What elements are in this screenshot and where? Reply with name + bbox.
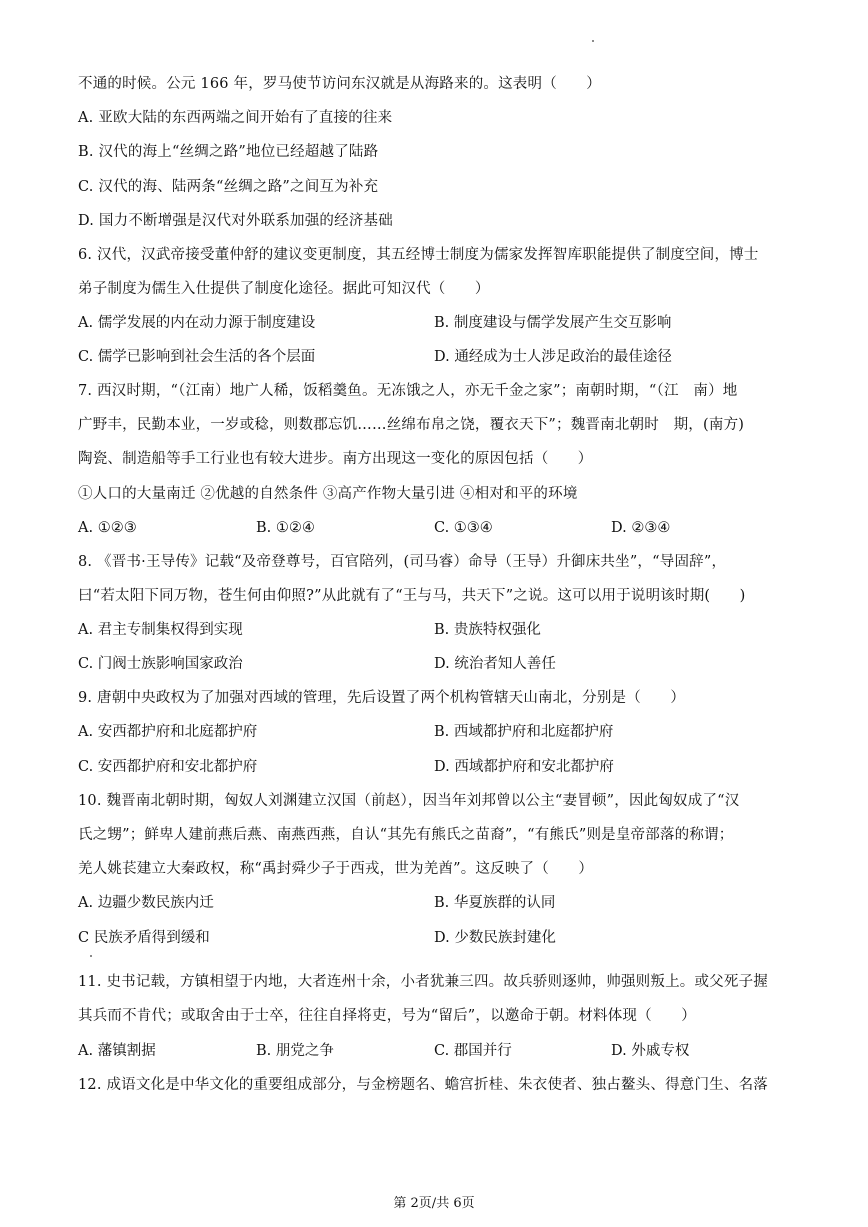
q6-option-a: A. 儒学发展的内在动力源于制度建设: [78, 315, 316, 331]
q5-option-c: C. 汉代的海、陆两条“丝绸之路”之间互为补充: [78, 179, 379, 195]
q7-stem-line2: 广野丰，民勤本业，一岁或稔，则数郡忘饥……丝绵布帛之饶，覆衣天下”；魏晋南北朝时 期，(南方): [78, 417, 745, 433]
q8-option-a: A. 君主专制集权得到实现: [78, 622, 243, 638]
q8-stem-line2: 曰“若太阳下同万物，苍生何由仰照?”从此就有了“王与马，共天下”之说。这可以用于说明该时期( ): [78, 588, 746, 604]
q8-option-b: B. 贵族特权强化: [434, 622, 541, 638]
q7-stem-line1: 7. 西汉时期，“（江南）地广人稀，饭稻羹鱼。无冻饿之人，亦无千金之家”；南朝时期，“（江 南）地: [78, 383, 738, 399]
q5-option-a: A. 亚欧大陆的东西两端之间开始有了直接的往来: [78, 110, 393, 126]
q10-option-c: C 民族矛盾得到缓和: [78, 930, 210, 946]
q10-stem-line2: 氏之甥”；鲜卑人建前燕后燕、南燕西燕，自认“其先有熊氏之苗裔”，“有熊氏”则是皇帝部落的称谓；: [78, 827, 734, 843]
page-number: 第 2页/共 6页: [393, 1196, 475, 1211]
q7-items: ①人口的大量南迁 ②优越的自然条件 ③高产作物大量引进 ④相对和平的环境: [78, 486, 578, 502]
q10-stem-line1: 10. 魏晋南北朝时期，匈奴人刘渊建立汉国（前赵），因当年刘邦曾以公主“妻冒顿”，因此匈奴成了“汉: [78, 793, 740, 809]
q7-stem-line3: 陶瓷、制造船等手工行业也有较大进步。南方出现这一变化的原因包括（ ）: [78, 451, 593, 467]
q11-option-c: C. 郡国并行: [434, 1043, 512, 1059]
q6-option-d: D. 通经成为士人涉足政治的最佳途径: [434, 349, 672, 365]
q9-stem: 9. 唐朝中央政权为了加强对西域的管理，先后设置了两个机构管辖天山南北，分别是（ ）: [78, 690, 686, 706]
q11-option-b: B. 朋党之争: [256, 1043, 334, 1059]
q9-option-b: B. 西域都护府和北庭都护府: [434, 724, 614, 740]
q10-stem-line3: 羌人姚苌建立大秦政权，称“禹封舜少子于西戎，世为羌酋”。这反映了（ ）: [78, 861, 594, 877]
q6-option-c: C. 儒学已影响到社会生活的各个层面: [78, 349, 316, 365]
q7-option-d: D. ②③④: [611, 520, 671, 536]
scan-speck: [592, 40, 594, 42]
q9-option-a: A. 安西都护府和北庭都护府: [78, 724, 258, 740]
q7-option-b: B. ①②④: [256, 520, 315, 536]
q5-option-b: B. 汉代的海上“丝绸之路”地位已经超越了陆路: [78, 144, 379, 160]
q5-option-d: D. 国力不断增强是汉代对外联系加强的经济基础: [78, 213, 393, 229]
q11-option-d: D. 外戚专权: [611, 1043, 690, 1059]
q11-option-a: A. 藩镇割据: [78, 1043, 156, 1059]
q7-option-c: C. ①③④: [434, 520, 493, 536]
q6-option-b: B. 制度建设与儒学发展产生交互影响: [434, 315, 672, 331]
q5-continuation: 不通的时候。公元 166 年，罗马使节访问东汉就是从海路来的。这表明（ ）: [78, 76, 601, 92]
q6-stem-line1: 6. 汉代，汉武帝接受董仲舒的建议变更制度，其五经博士制度为儒家发挥智库职能提供了制度空间，博士: [78, 247, 759, 263]
scan-speck: [90, 955, 92, 957]
q11-stem-line1: 11. 史书记载，方镇相望于内地，大者连州十余，小者犹兼三四。故兵骄则逐帅，帅强则叛上。或父死子握: [78, 974, 768, 990]
q9-option-c: C. 安西都护府和安北都护府: [78, 759, 258, 775]
q6-stem-line2: 弟子制度为儒生入仕提供了制度化途径。据此可知汉代（ ）: [78, 281, 490, 297]
q7-option-a: A. ①②③: [78, 520, 137, 536]
q10-option-a: A. 边疆少数民族内迁: [78, 895, 214, 911]
q10-option-b: B. 华夏族群的认同: [434, 895, 556, 911]
q8-option-c: C. 门阀士族影响国家政治: [78, 656, 243, 672]
q10-option-d: D. 少数民族封建化: [434, 930, 556, 946]
q12-stem-line1: 12. 成语文化是中华文化的重要组成部分，与金榜题名、蟾宫折桂、朱衣使者、独占鳌头、得意门生、名落: [78, 1077, 768, 1093]
q11-stem-line2: 其兵而不肯代；或取舍由于士卒，往往自择将吏，号为“留后”，以邀命于朝。材料体现（ ）: [78, 1008, 696, 1024]
q8-option-d: D. 统治者知人善任: [434, 656, 556, 672]
q9-option-d: D. 西域都护府和安北都护府: [434, 759, 614, 775]
q8-stem-line1: 8. 《晋书·王导传》记载“及帝登尊号，百官陪列，(司马睿）命导（王导）升御床共坐”，“导固辞”，: [78, 554, 727, 570]
